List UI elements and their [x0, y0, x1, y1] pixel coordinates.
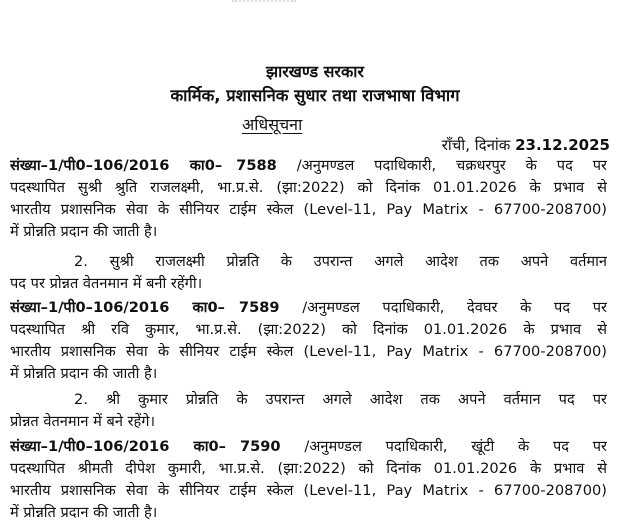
government-heading: झारखण्ड सरकार: [266, 62, 364, 81]
ref-number: 7590: [239, 438, 281, 455]
notification-3-line-1: [10, 436, 607, 458]
place-date-prefix: राँची, दिनांक: [441, 136, 511, 154]
notification-2-para2-line-2: प्रोन्नत वेतनमान में बने रहेंगे।: [10, 413, 156, 430]
ref-prefix: संख्या–1/पी0–106/2016 का0–: [10, 299, 225, 316]
scan-smudge: [232, 0, 296, 10]
notification-2-para2-line-1: 2. श्री कुमार प्रोन्नति के उपरान्त अगले आदेश तक अपने वर्तमान पद पर: [74, 391, 607, 408]
notification-2-line-4: में प्रोन्नति प्रदान की जाती है।: [10, 365, 158, 382]
notification-1-line-1: [10, 155, 607, 177]
notification-1-line-4: में प्रोन्नति प्रदान की जाती है।: [10, 223, 158, 240]
notification-2-line-3: भारतीय प्रशासनिक सेवा के सीनियर टाईम स्केल (Level-11, Pay Matrix - 67700-208700): [10, 343, 607, 360]
notice-date: 23.12.2025: [515, 136, 610, 154]
ref-number: 7588: [236, 157, 277, 174]
notification-1-ref: [10, 157, 277, 174]
notification-1-para2-line-2: पद पर प्रोन्नत वेतनमान में बनी रहेंगी।: [10, 275, 203, 292]
notification-1-line-2: पदस्थापित सुश्री श्रुति राजलक्ष्मी, भा.प्र.से. (झा:2022) को दिनांक 01.01.2026 के प्रभाव से: [10, 179, 607, 196]
ref-prefix: संख्या–1/पी0–106/2016 का0–: [10, 438, 226, 455]
notification-1-line-1-rest: /अनुमण्डल पदाधिकारी, चक्रधरपुर के पद पर: [296, 157, 607, 174]
notification-3-line-2: पदस्थापित श्रीमती दीपेश कुमारी, भा.प्र.से. (झा:2022) को दिनांक 01.01.2026 के प्रभाव से: [10, 460, 607, 477]
notification-2-ref: [10, 299, 280, 316]
notification-2-line-2: पदस्थापित श्री रवि कुमार, भा.प्र.से. (झा:2022) को दिनांक 01.01.2026 के प्रभाव से: [10, 321, 607, 338]
notice-title: अधिसूचना: [242, 115, 303, 134]
notification-3-ref: [10, 438, 281, 455]
notification-1-para2-line-1: 2. सुश्री राजलक्ष्मी प्रोन्नति के उपरान्त अगले आदेश तक अपने वर्तमान: [74, 253, 607, 270]
notification-2-line-1: [10, 297, 607, 319]
ref-number: 7589: [238, 299, 280, 316]
ref-prefix: संख्या–1/पी0–106/2016 का0–: [10, 157, 223, 174]
notification-3-line-4: में प्रोन्नति प्रदान की जाती है।: [10, 504, 158, 521]
notification-1-line-3: भारतीय प्रशासनिक सेवा के सीनियर टाईम स्केल (Level-11, Pay Matrix - 67700-208700): [10, 201, 607, 218]
notification-2-line-1-rest: /अनुमण्डल पदाधिकारी, देवघर के पद पर: [302, 299, 607, 316]
place-date-line: [442, 135, 610, 155]
notification-3-line-1-rest: /अनुमण्डल पदाधिकारी, खूंटी के पद पर: [304, 438, 607, 455]
department-heading: कार्मिक, प्रशासनिक सुधार तथा राजभाषा विभाग: [170, 86, 460, 105]
notification-3-line-3: भारतीय प्रशासनिक सेवा के सीनियर टाईम स्केल (Level-11, Pay Matrix - 67700-208700): [10, 482, 607, 499]
